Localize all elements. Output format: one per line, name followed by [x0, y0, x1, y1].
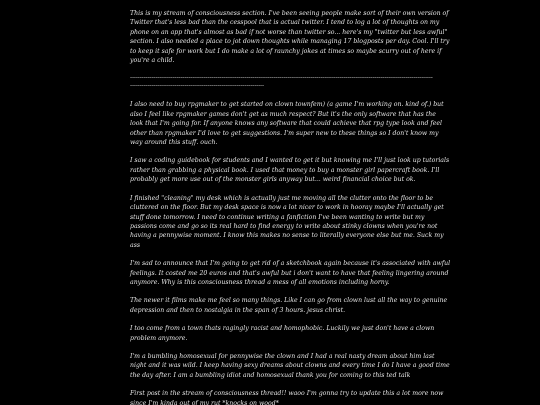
- entry-dream: I'm a bumbling homosexual for pennywise the clown and I had a real nasty dream about him last night and it was wild. I keep having sexy dreams about clowns and every time I do I have a good time the day after. I am a bumbling idiot and homosexual thank you for coming to this ted talk: [130, 352, 450, 379]
- consciousness-post: [130, 9, 451, 405]
- page-scrollbar[interactable]: [536, 0, 540, 405]
- entry-rpgmaker: I also need to buy rpgmaker to get started on clown townfem) (a game I'm working on. kind of.) but also I feel like rpgmaker games don't get as much respect? But it's the only software that has the look that I'm going for. If anyone knows any software that could achieve that rpg type look and feel other than rpgmaker I'd love to get suggestions. I'm super new to these things so I don't know my way around this stuff. ouch.: [130, 101, 444, 147]
- entry-it-films: The newer it films make me feel so many things. Like I can go from clown lust all the way to genuine depression and then to nostalgia in the span of 3 hours. jesus christ.: [130, 297, 448, 314]
- entry-town: I too come from a town thats ragingly racist and homophobic. Luckily we just don't have a clown problem anymore.: [130, 325, 435, 342]
- entry-sketchbook: I'm sad to announce that I'm going to get rid of a sketchbook again because it's associated with awful feelings. It costed me 20 euros and that's awful but i don't want to have that feeling lingering around anymore. Why is this consciousness thread a mess of all emotions including horny.: [130, 260, 451, 286]
- divider-line: ------------------------------------------------------------------------------------------------------------------------------------------------------------: [130, 74, 433, 82]
- intro-paragraph: This is my stream of consciousness section. I've been seeing people make sort of their own version of Twitter that's less bad than the cesspool that is actual twitter. I tend to log a lot of thoughts on my phone on an app that's almost as bad if not worse than twitter so... here's my "twitter but less awful" section. I also needed a place to jot down thoughts while managing 17 blogposts per day. Cool. I'll try to keep it safe for work but I do make a lot of raunchy jokes at times so maybe scurry out of here if you're a child.: [130, 10, 450, 65]
- divider-line-short: ---------------------------------------------------------------------: [130, 82, 264, 90]
- entry-first-post: First post in the stream of consciousness thread!! waoo I'm gonna try to update this a lot more now since I'm kinda out of my rut *knocks on wood*: [130, 390, 444, 405]
- entry-coding-book: I saw a coding guidebook for students and I wanted to get it but knowing me I'll just look up tutorials rather than grabbing a physical book. I used that money to buy a monster girl papercraft book. I'll probably get more use out of the monster girls anyway but... weird financial choice but ok.: [130, 157, 450, 184]
- entry-desk-cleaning: I finished "cleaning" my desk which is actually just me moving all the clutter onto the floor to be cluttered on the floor. But my desk space is now a lot nicer to work in hooray maybe I'll actually get stuff done tomorrow. I need to continue writing a fanfiction I've been wanting to write but my passions come and go so its real hard to find energy to write about stinky clowns when you're not having a pennywise moment. I know this makes no sense to literally everyone else but me. Suck my ass: [130, 194, 444, 249]
